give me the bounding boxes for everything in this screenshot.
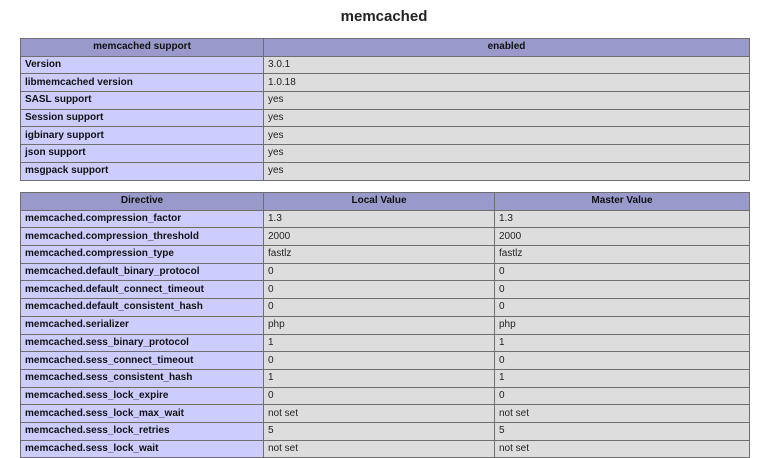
support-value: yes [264,109,750,127]
directive-name: memcached.sess_connect_timeout [21,352,264,370]
master-value: 1 [495,334,750,352]
table-row [21,422,750,440]
directive-name: memcached.sess_consistent_hash [21,369,264,387]
support-key: Version [21,56,264,74]
page-title: memcached [340,8,428,25]
master-value: php [495,316,750,334]
table-row [21,316,750,334]
table-row [21,162,750,180]
master-value: 0 [495,352,750,370]
table-row [21,440,750,458]
master-value: 0 [495,387,750,405]
local-value: not set [264,440,495,458]
directive-name: memcached.sess_binary_protocol [21,334,264,352]
support-value: 1.0.18 [264,74,750,92]
support-value: 3.0.1 [264,56,750,74]
table-row [21,145,750,163]
support-value: yes [264,127,750,145]
table-row [21,387,750,405]
table-row [21,127,750,145]
directive-name: memcached.sess_lock_max_wait [21,405,264,423]
memcached-support-table [20,38,750,181]
directive-name: memcached.serializer [21,316,264,334]
table-row [21,263,750,281]
directive-name: memcached.sess_lock_expire [21,387,264,405]
table-row [21,246,750,264]
local-value: 1 [264,334,495,352]
table-row [21,281,750,299]
header-enabled: enabled [264,39,750,57]
local-value: 1 [264,369,495,387]
master-value: 2000 [495,228,750,246]
support-header-row [21,39,750,57]
directive-name: memcached.sess_lock_retries [21,422,264,440]
local-value: 5 [264,422,495,440]
master-value: 1.3 [495,210,750,228]
directive-name: memcached.compression_type [21,246,264,264]
support-key: libmemcached version [21,74,264,92]
local-value: 0 [264,263,495,281]
header-directive: Directive [21,193,264,211]
table-row [21,405,750,423]
table-row [21,92,750,110]
table-row [21,228,750,246]
local-value: 0 [264,352,495,370]
master-value: not set [495,440,750,458]
table-row [21,210,750,228]
master-value: 0 [495,299,750,317]
support-key: Session support [21,109,264,127]
master-value: fastlz [495,246,750,264]
master-value: 5 [495,422,750,440]
table-row [21,74,750,92]
directive-name: memcached.sess_lock_wait [21,440,264,458]
directive-name: memcached.compression_threshold [21,228,264,246]
local-value: fastlz [264,246,495,264]
directive-name: memcached.compression_factor [21,210,264,228]
directive-name: memcached.default_binary_protocol [21,263,264,281]
local-value: 0 [264,387,495,405]
table-row [21,334,750,352]
master-value: 0 [495,281,750,299]
header-master-value: Master Value [495,193,750,211]
local-value: 0 [264,281,495,299]
table-row [21,109,750,127]
table-row [21,352,750,370]
master-value: not set [495,405,750,423]
local-value: php [264,316,495,334]
table-row [21,369,750,387]
support-key: msgpack support [21,162,264,180]
local-value: 2000 [264,228,495,246]
support-key: igbinary support [21,127,264,145]
directive-name: memcached.default_connect_timeout [21,281,264,299]
header-memcached-support: memcached support [21,39,264,57]
local-value: not set [264,405,495,423]
support-key: SASL support [21,92,264,110]
support-key: json support [21,145,264,163]
support-value: yes [264,162,750,180]
support-value: yes [264,92,750,110]
table-row [21,56,750,74]
directive-name: memcached.default_consistent_hash [21,299,264,317]
table-row [21,299,750,317]
master-value: 0 [495,263,750,281]
header-local-value: Local Value [264,193,495,211]
local-value: 0 [264,299,495,317]
directives-header-row [21,193,750,211]
directives-table [20,192,750,458]
master-value: 1 [495,369,750,387]
support-value: yes [264,145,750,163]
local-value: 1.3 [264,210,495,228]
